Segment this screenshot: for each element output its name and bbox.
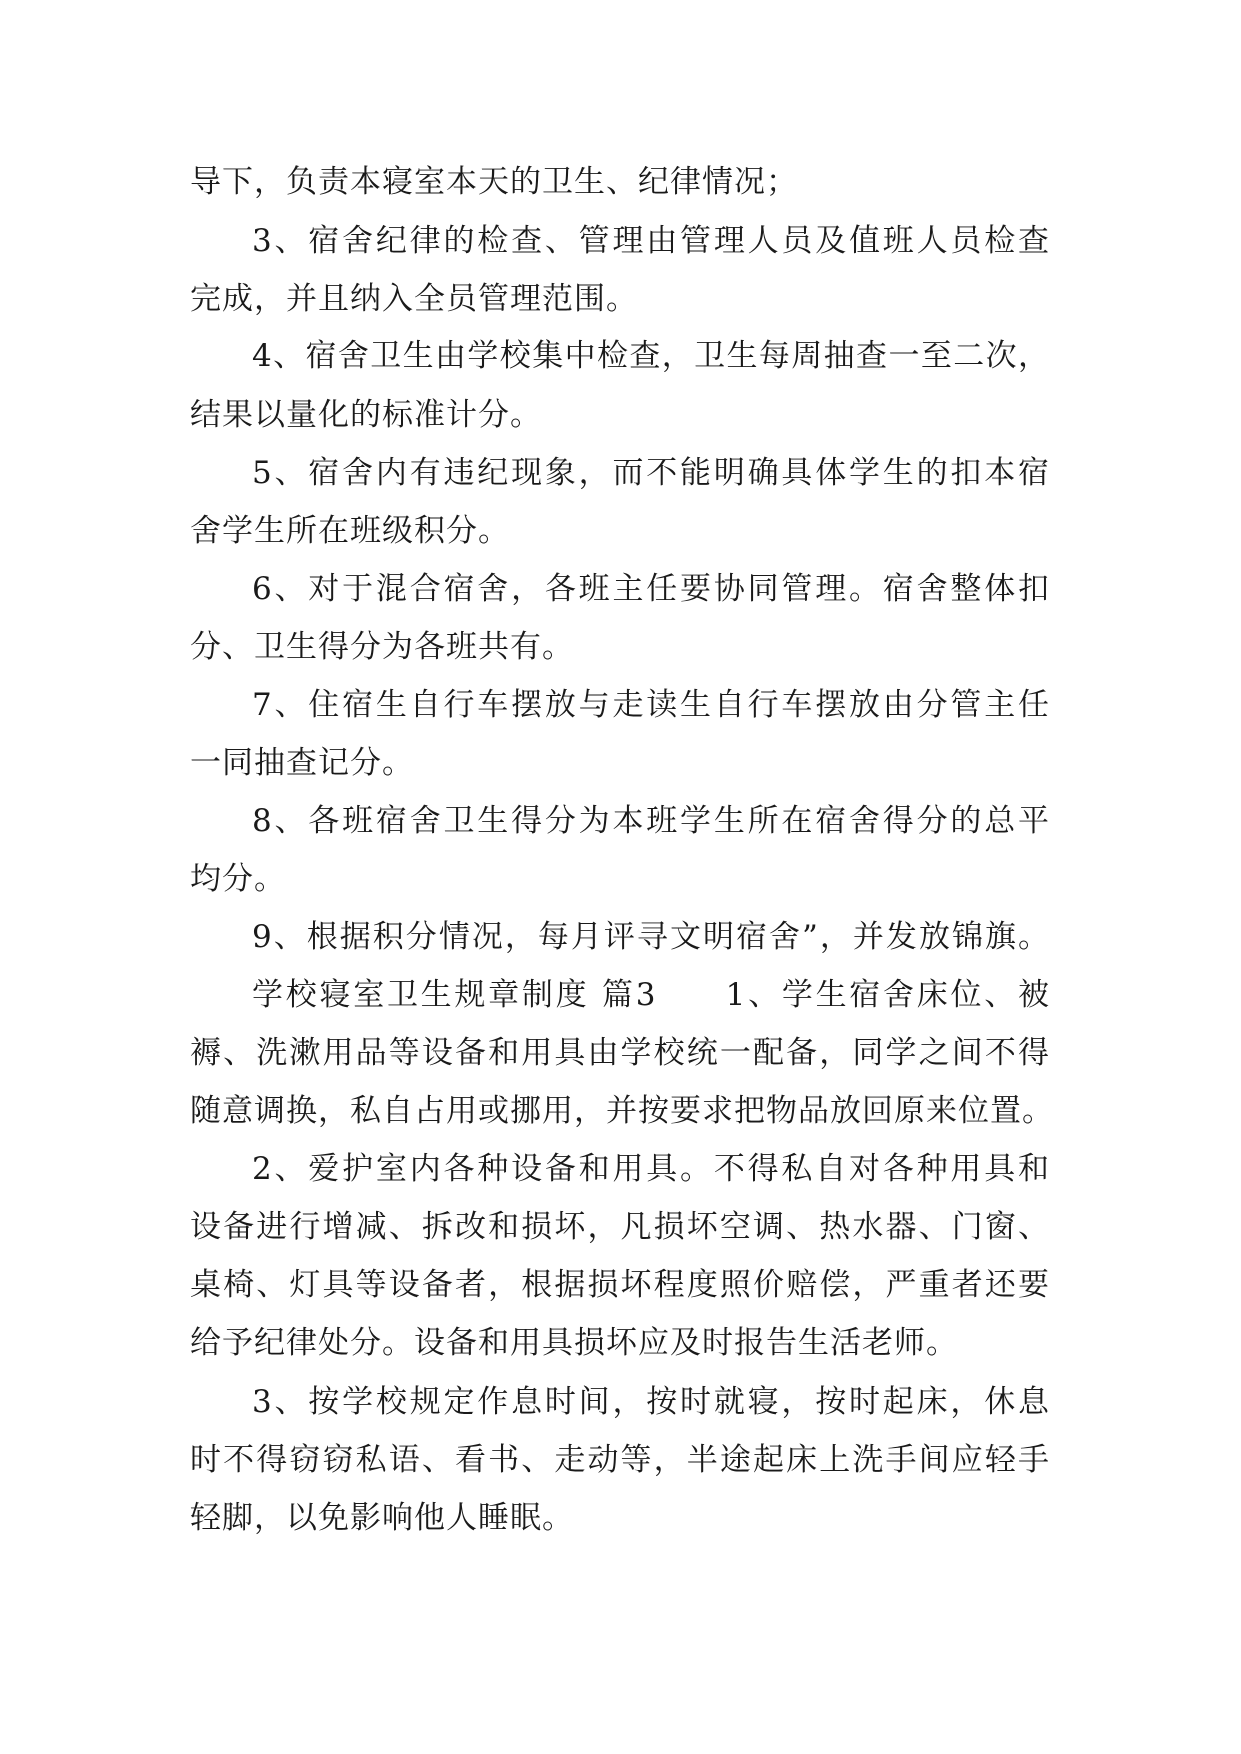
text-line: 7、住宿生自行车摆放与走读生自行车摆放由分管主任	[252, 687, 1050, 723]
text-line: 3、宿舍纪律的检查、管理由管理人员及值班人员检查	[252, 223, 1050, 259]
text-line: 桌椅、灯具等设备者，根据损坏程度照价赔偿，严重者还要	[190, 1267, 1050, 1303]
text-line: 6、对于混合宿舍，各班主任要协同管理。宿舍整体扣	[252, 571, 1050, 607]
text-line: 均分。	[190, 861, 286, 897]
text-line: 5、宿舍内有违纪现象，而不能明确具体学生的扣本宿	[252, 455, 1050, 491]
text-line: 一同抽查记分。	[190, 745, 414, 781]
text-line: 舍学生所在班级积分。	[190, 513, 510, 549]
text-line: 时不得窃窃私语、看书、走动等，半途起床上洗手间应轻手	[190, 1442, 1050, 1478]
text-line: 随意调换，私自占用或挪用，并按要求把物品放回原来位置。	[190, 1093, 1054, 1129]
text-line: 分、卫生得分为各班共有。	[190, 629, 574, 665]
text-line: 学校寝室卫生规章制度 篇3 1、学生宿舍床位、被	[252, 977, 1050, 1013]
text-line: 2、爱护室内各种设备和用具。不得私自对各种用具和	[252, 1151, 1050, 1187]
text-line: 结果以量化的标准计分。	[190, 397, 542, 433]
text-line: 轻脚，以免影响他人睡眠。	[190, 1500, 574, 1536]
text-line: 完成，并且纳入全员管理范围。	[190, 281, 638, 317]
text-line: 3、按学校规定作息时间，按时就寝，按时起床，休息	[252, 1384, 1050, 1420]
text-line: 褥、洗漱用品等设备和用具由学校统一配备，同学之间不得	[190, 1035, 1050, 1071]
text-line: 设备进行增减、拆改和损坏，凡损坏空调、热水器、门窗、	[190, 1209, 1050, 1245]
text-line: 9、根据积分情况，每月评寻文明宿舍”，并发放锦旗。	[252, 919, 1050, 955]
text-line: 4、宿舍卫生由学校集中检查，卫生每周抽查一至二次，	[252, 338, 1050, 374]
text-line: 8、各班宿舍卫生得分为本班学生所在宿舍得分的总平	[252, 803, 1050, 839]
text-line: 导下，负责本寝室本天的卫生、纪律情况；	[190, 164, 798, 200]
text-line: 给予纪律处分。设备和用具损坏应及时报告生活老师。	[190, 1325, 958, 1361]
